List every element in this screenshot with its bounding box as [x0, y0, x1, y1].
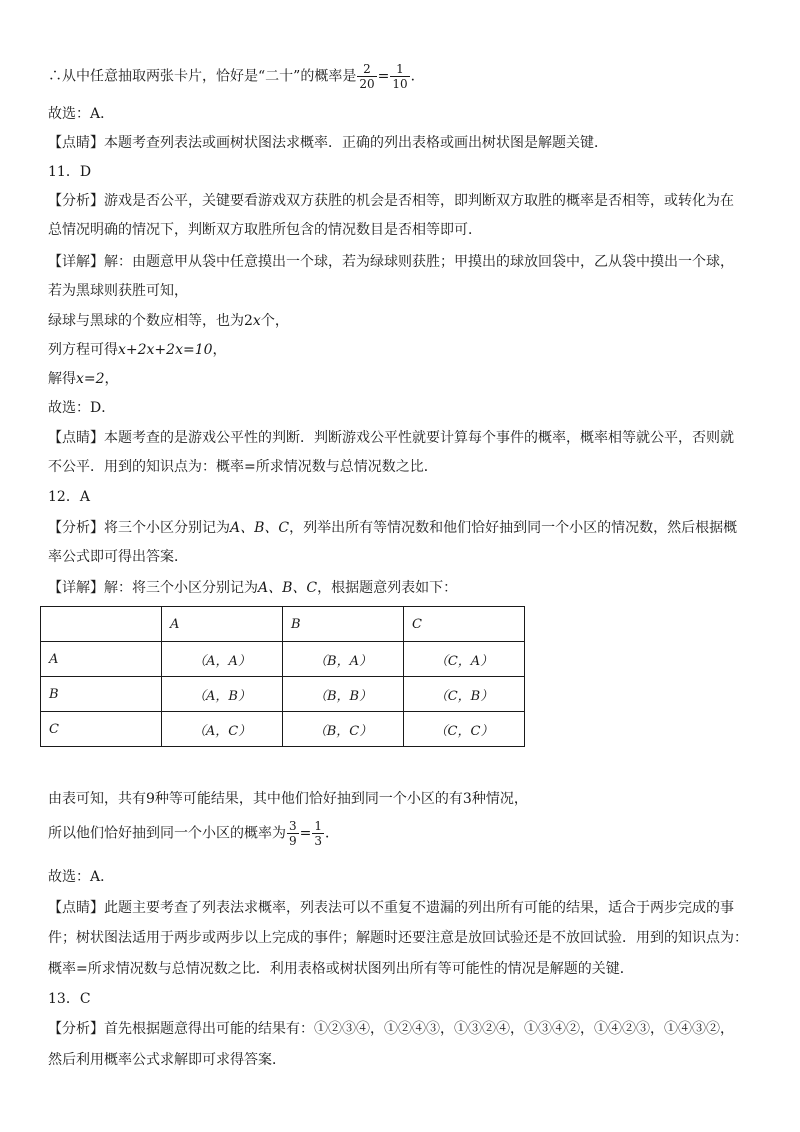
table-cell: B — [283, 607, 404, 642]
solution-line — [48, 311, 289, 331]
equation-line — [48, 340, 227, 360]
answer-line: 故选：A． — [48, 869, 115, 885]
equation: x=2 — [76, 371, 105, 387]
text: 所以他们恰好抽到同一个小区的概率为 — [48, 825, 286, 842]
table-cell: （B，A） — [283, 642, 404, 677]
fraction — [390, 62, 409, 91]
table-cell: （C，C） — [404, 712, 525, 747]
text: ． — [410, 68, 425, 85]
answer-line: 故选：A． — [48, 106, 115, 122]
variable: x — [252, 313, 261, 329]
answer-line: 故选：D． — [48, 400, 116, 416]
text: ， — [212, 342, 227, 358]
fraction — [287, 819, 299, 848]
numerator: 3 — [289, 819, 297, 833]
comment-line: 【点睛】此题主要考查了列表法求概率，列表法可以不重复不遗漏的列出所有可能的结果，适合于两步完成的事 — [48, 900, 734, 916]
labels: A、B、C — [258, 580, 318, 596]
equals: = — [299, 825, 312, 842]
denominator: 9 — [289, 834, 297, 848]
comment-line: 件；树状图法适用于两步或两步以上完成的事件；解题时还要注意是放回试验还是不放回试验．用到的知识点为： — [48, 930, 748, 946]
table-cell: （A，B） — [162, 677, 283, 712]
denominator: 10 — [392, 77, 408, 91]
denominator: 20 — [359, 77, 375, 91]
comment-line: 【点睛】本题考查列表法或画树状图法求概率．正确的列出表格或画出树状图是解题关键． — [48, 135, 608, 151]
table-cell: （C，B） — [404, 677, 525, 712]
labels: A、B、C — [230, 520, 290, 536]
denominator: 3 — [314, 834, 323, 848]
table-cell: （A，A） — [162, 642, 283, 677]
text: 【分析】将三个小区分别记为 — [48, 520, 230, 536]
question-number: 13．C — [48, 991, 91, 1007]
analysis-line — [48, 518, 737, 538]
analysis-line: 总情况明确的情况下，判断双方取胜所包含的情况数目是否相等即可． — [48, 222, 482, 238]
comment-line: 【点睛】本题考查的是游戏公平性的判断．判断游戏公平性就要计算每个事件的概率，概率相等就公平，否则就 — [48, 430, 734, 446]
numerator: 1 — [314, 819, 323, 833]
table-cell: （B，B） — [283, 677, 404, 712]
table-row — [41, 712, 525, 747]
table-row — [41, 677, 525, 712]
solution-line — [48, 578, 457, 598]
conclusion-line: 由表可知，共有9种等可能结果，其中他们恰好抽到同一个小区的有3种情况， — [48, 791, 528, 807]
table-cell: B — [41, 677, 162, 712]
equals: = — [377, 68, 390, 85]
table-cell — [41, 607, 162, 642]
solution-line — [48, 369, 119, 389]
text: 列方程可得 — [48, 342, 118, 358]
table-cell: （C，A） — [404, 642, 525, 677]
text: ． — [325, 825, 340, 842]
numerator: 1 — [396, 62, 404, 76]
text: ，列举出所有等情况数和他们恰好抽到同一个小区的情况数，然后根据概 — [289, 520, 738, 536]
table-cell: A — [162, 607, 283, 642]
numerator: 2 — [363, 62, 371, 76]
probability-statement — [48, 819, 339, 848]
text: ， — [104, 371, 119, 387]
analysis-line: 【分析】首先根据题意得出可能的结果有：①②③④，①②④③，①③②④，①③④②，①④②③，①④③②， — [48, 1021, 734, 1037]
question-number: 12．A — [48, 489, 90, 505]
table-cell: （A，C） — [162, 712, 283, 747]
text: ，根据题意列表如下： — [317, 580, 458, 596]
comment-line: 不公平．用到的知识点为：概率=所求情况数与总情况数之比． — [48, 459, 438, 475]
table-cell: （B，C） — [283, 712, 404, 747]
analysis-line: 然后利用概率公式求解即可求得答案． — [48, 1052, 286, 1068]
analysis-line: 【分析】游戏是否公平，关键要看游戏双方获胜的机会是否相等，即判断双方取胜的概率是否相等，或转化为在 — [48, 193, 734, 209]
table-cell: C — [404, 607, 525, 642]
text: 个， — [260, 313, 289, 329]
fraction — [357, 62, 376, 91]
table-header-row — [41, 607, 525, 642]
outcome-table — [40, 606, 525, 747]
solution-line: 若为黑球则获胜可知， — [48, 283, 188, 299]
question-number: 11．D — [48, 164, 92, 180]
solution-line: 【详解】解：由题意甲从袋中任意摸出一个球，若为绿球则获胜；甲摸出的球放回袋中，乙从袋中摸出一个球， — [48, 254, 734, 270]
fraction — [312, 819, 324, 848]
text: 【详解】解：将三个小区分别记为 — [48, 580, 258, 596]
text: 绿球与黑球的个数应相等，也为2 — [48, 313, 253, 329]
text: ∴从中任意抽取两张卡片，恰好是“二十”的概率是 — [48, 68, 357, 85]
table-cell: C — [41, 712, 162, 747]
text: 解得 — [48, 371, 76, 387]
equation: x+2x+2x=10 — [118, 342, 213, 358]
table-cell: A — [41, 642, 162, 677]
comment-line: 概率=所求情况数与总情况数之比．利用表格或树状图列出所有等可能性的情况是解题的关键． — [48, 961, 634, 977]
probability-statement — [48, 62, 425, 91]
analysis-line: 率公式即可得出答案． — [48, 549, 188, 565]
table-row — [41, 642, 525, 677]
